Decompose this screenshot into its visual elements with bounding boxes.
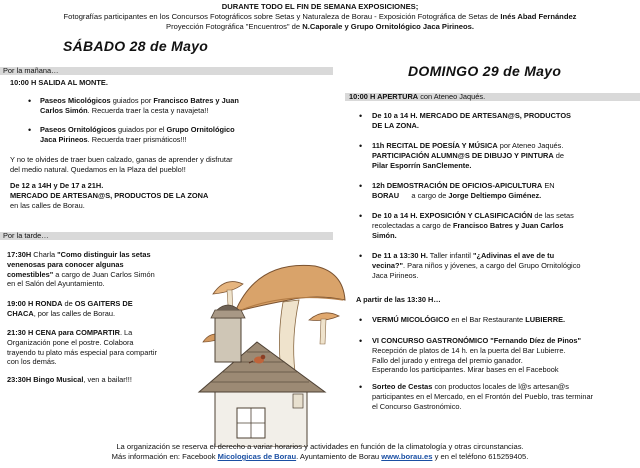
bullet-icon: • [28, 125, 32, 135]
saturday-title: SÁBADO 28 de Mayo [63, 38, 209, 54]
saturday-afternoon-bar [0, 232, 333, 240]
kids-workshop: De 11 a 13:30 H. Taller infantil "¿Adivinas el ave de tu vecina?". Para niños y jóvenes, a cargo del Grupo Ornitológico Jaca Pirineos. [372, 251, 581, 280]
exhibitions-line-2: Fotografías participantes en los Concursos Fotográficos sobre Setas y Naturaleza de Borau - Exposición Fotográfica de Setas de Inés Abad Fernández [63, 12, 577, 22]
ornithological-walks: Paseos Ornitológicos guiados por el Grupo Ornitológico Jaca Pirineos. Recuerda traer prismáticos!!! [40, 125, 235, 144]
shared-dinner: 21:30 H CENA para COMPARTIR. La Organización pone el postre. Colabora trayendo tu plato más especial para compartir con los demás. [7, 328, 157, 367]
mushroom-exhibition: De 10 a 14 H. EXPOSICIÓN Y CLASIFICACIÓN de las setas recolectadas a cargo de Francisco Batres y Juan Carlos Simón. [372, 211, 574, 240]
footwear-note: Y no te olvides de traer buen calzado, ganas de aprender y disfrutar del medio natural. Quedamos en la Plaza del pueblo!! [10, 155, 233, 174]
sunday-title: DOMINGO 29 de Mayo [408, 63, 562, 79]
sunday-market: De 10 a 14 H. MERCADO DE ARTESAN@S, PRODUCTOS DE LA ZONA. [372, 111, 571, 130]
exhibitions-title: DURANTE TODO EL FIN DE SEMANA EXPOSICIONES; [221, 2, 419, 11]
vermouth: VERMÚ MICOLÓGICO en el Bar Restaurante LUBIERRE. [372, 315, 566, 324]
morning-heading: Por la mañana… [3, 66, 59, 75]
contact-info: Más información en: Facebook Micologicas de Borau. Ayuntamiento de Borau www.borau.es y en el teléfono 615259405. [111, 452, 529, 461]
footer [0, 442, 640, 462]
bullet-icon: • [359, 382, 363, 392]
bullet-icon: • [28, 96, 32, 106]
bullet-icon: • [359, 211, 363, 221]
mushroom-talk: 17:30H Charla "Como distinguir las setas venenosas para conocer algunas comestibles" a cargo de Juan Carlos Simón en el Salón del Ayuntamiento. [7, 250, 155, 289]
music-bingo: 23:30H Bingo Musical, ven a bailar!!! [7, 375, 132, 384]
website-link[interactable]: www.borau.es [381, 452, 433, 461]
facebook-link[interactable]: Micologicas de Borau [217, 452, 297, 461]
exhibitions-line-3: Proyección Fotográfica "Encuentros" de N.Caporale y Grupo Ornitológico Jaca Pirineos. [166, 22, 474, 32]
mushroom-village-illustration [197, 242, 347, 447]
exhibitions-header [0, 2, 640, 33]
poetry-recital: 11h RECITAL DE POESÍA Y MÚSICA por Ateneo Jaqués. PARTICIPACIÓN ALUMN@S DE DIBUJO Y PINTURA de Pilar Esporrín SanClemente. [372, 141, 564, 170]
gastronomic-contest: VI CONCURSO GASTRONÓMICO "Fernando Díez de Pinos" Recepción de platos de 14 h. en la puerta del Bar Lubierre. Fallo del jurado y entrega del premio ganador. Esperando los participantes. Mirar bases en el Facebook [372, 336, 582, 375]
bullet-icon: • [359, 181, 363, 191]
mycological-walks: Paseos Micológicos guiados por Francisco Batres y Juan Carlos Simón. Recuerda traer la cesta y navajeta!! [40, 96, 239, 115]
bullet-icon: • [359, 111, 363, 121]
gaiters-round: 19:00 H RONDA de OS GAITERS DE CHACA, por las calles de Borau. [7, 299, 133, 318]
afternoon-heading: Por la tarde… [3, 231, 49, 240]
outing-time: 10:00 H SALIDA AL MONTE. [10, 78, 108, 87]
bullet-icon: • [359, 141, 363, 151]
disclaimer: La organización se reserva el derecho a variar horarios y actividades en función de la climatología y otras circunstancias. [116, 442, 524, 451]
artisan-market: MERCADO DE ARTESAN@S, PRODUCTOS DE LA ZONA en las calles de Borau. [10, 191, 209, 210]
market-hours: De 12 a 14H y De 17 a 21H. [10, 181, 104, 190]
from-1330-heading: A partir de las 13:30 H… [356, 295, 441, 304]
beekeeping-demo: 12h DEMOSTRACIÓN DE OFICIOS-APICULTURA EN BORAU a cargo de Jorge Deltiempo Giménez. [372, 181, 555, 200]
opening: 10:00 H APERTURA con Ateneo Jaqués. [349, 92, 486, 101]
bullet-icon: • [359, 336, 363, 346]
bullet-icon: • [359, 251, 363, 261]
basket-raffle: Sorteo de Cestas con productos locales de l@s artesan@s participantes en el Mercado, en el Frontón del Pueblo, tras terminar el Concurso Gastronómico. [372, 382, 594, 411]
bullet-icon: • [359, 315, 363, 325]
